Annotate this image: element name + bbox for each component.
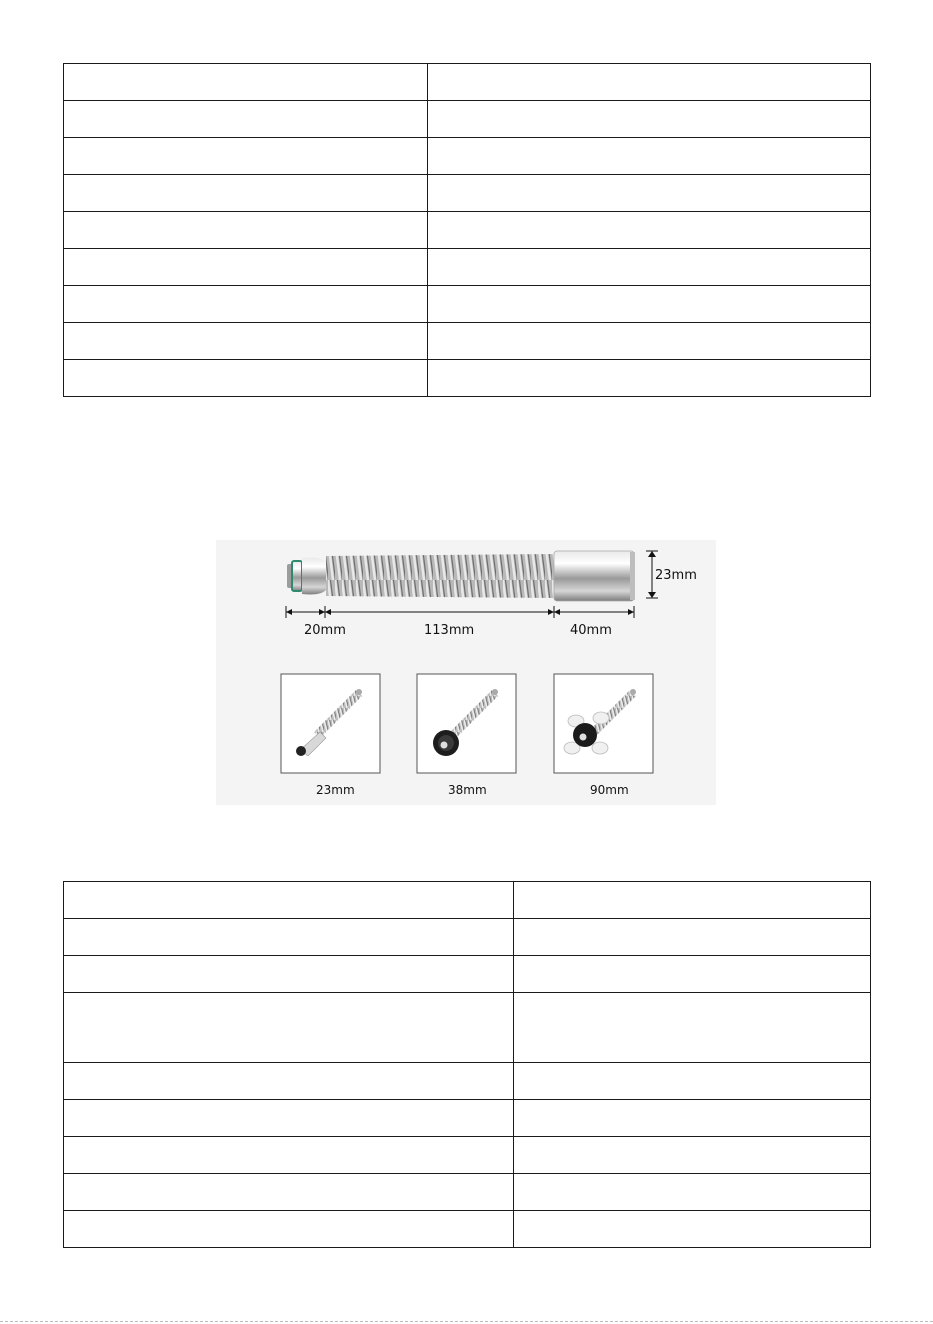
table-cell	[64, 993, 514, 1063]
table-cell	[514, 956, 871, 993]
table-cell	[514, 993, 871, 1063]
camera-head-assembly	[287, 551, 635, 601]
connector-length-label: 20mm	[304, 623, 346, 638]
table-row	[64, 1174, 871, 1211]
table-row	[64, 175, 871, 212]
spring-length-label: 113mm	[424, 623, 475, 638]
table-cell	[428, 175, 871, 212]
product-diagram	[216, 540, 716, 805]
table-cell	[64, 1137, 514, 1174]
table-cell	[64, 1063, 514, 1100]
table-row	[64, 212, 871, 249]
table-cell	[428, 138, 871, 175]
table-row	[64, 1137, 871, 1174]
table-cell	[64, 1174, 514, 1211]
table-cell	[64, 175, 428, 212]
table-cell	[64, 956, 514, 993]
table-row	[64, 919, 871, 956]
page-bottom-rule	[0, 1321, 933, 1322]
variant-caption: 38mm	[448, 783, 487, 797]
table-cell	[514, 1174, 871, 1211]
table-row	[64, 138, 871, 175]
table-cell	[514, 1137, 871, 1174]
table-cell	[64, 1211, 514, 1248]
table-row	[64, 882, 871, 919]
table-cell	[514, 1211, 871, 1248]
table-cell	[428, 64, 871, 101]
camera-lens-edge	[630, 552, 635, 600]
table-row	[64, 323, 871, 360]
table-cell	[64, 138, 428, 175]
table-cell	[64, 101, 428, 138]
table-row	[64, 64, 871, 101]
table-row	[64, 956, 871, 993]
table-cell	[514, 1063, 871, 1100]
table-cell	[64, 286, 428, 323]
table-cell	[428, 323, 871, 360]
table-cell	[428, 249, 871, 286]
spec-table-top	[63, 63, 871, 397]
table-row	[64, 101, 871, 138]
variant-caption: 90mm	[590, 783, 629, 797]
table-row	[64, 1100, 871, 1137]
variant-plain-head	[281, 674, 380, 797]
table-cell	[64, 360, 428, 397]
diameter-marker	[646, 551, 697, 598]
table-cell	[64, 882, 514, 919]
table-cell	[428, 212, 871, 249]
table-cell	[514, 1100, 871, 1137]
table-cell	[514, 882, 871, 919]
variant-rubber-wheel	[417, 674, 516, 797]
table-row	[64, 249, 871, 286]
table-cell	[64, 249, 428, 286]
table-row	[64, 1211, 871, 1248]
table-cell	[428, 101, 871, 138]
table-row	[64, 286, 871, 323]
table-cell	[64, 1100, 514, 1137]
variant-caption: 23mm	[316, 783, 355, 797]
table-row	[64, 1063, 871, 1100]
head-length-label: 40mm	[570, 623, 612, 638]
table-cell	[64, 919, 514, 956]
spec-table-bottom	[63, 881, 871, 1248]
length-markers	[286, 606, 634, 638]
table-cell	[64, 64, 428, 101]
table-row	[64, 993, 871, 1063]
diameter-label: 23mm	[655, 568, 697, 583]
camera-cylinder	[554, 551, 634, 601]
table-cell	[64, 212, 428, 249]
table-cell	[514, 919, 871, 956]
table-cell	[64, 323, 428, 360]
variant-wheeled-skid	[554, 674, 653, 797]
table-cell	[428, 360, 871, 397]
connector-cap	[302, 558, 326, 595]
spring-coil	[326, 554, 556, 598]
table-row	[64, 360, 871, 397]
table-cell	[428, 286, 871, 323]
connector-ring	[292, 561, 302, 591]
product-figure	[216, 540, 716, 805]
